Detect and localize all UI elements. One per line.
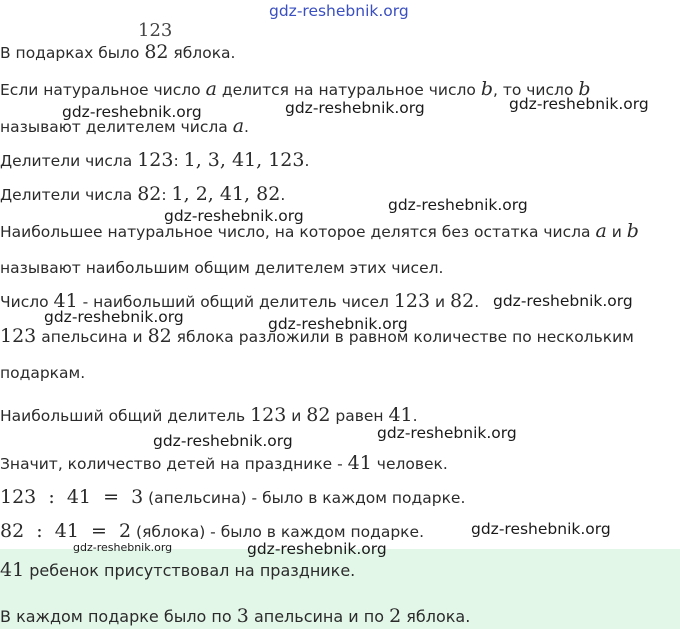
watermark: gdz-reshebnik.org — [285, 99, 425, 117]
text-line: Если натуральное число a делится на натуральное число b, то число b — [0, 78, 591, 100]
watermark: gdz-reshebnik.org — [388, 196, 528, 214]
text-line: Наибольший общий делитель 123 и 82 равен 41. — [0, 404, 418, 426]
text-line: Число 41 - наибольший общий делитель чисел 123 и 82. — [0, 290, 480, 312]
text-line: 123 апельсина и 82 яблока разложили в равном количестве по нескольким — [0, 325, 634, 347]
watermark: gdz-reshebnik.org — [164, 207, 304, 225]
text-line: Делители числа 123: 1, 3, 41, 123. — [0, 149, 310, 171]
watermark: gdz-reshebnik.org — [247, 540, 387, 558]
watermark: gdz-reshebnik.org — [44, 308, 184, 326]
text-line: подаркам. — [0, 364, 86, 382]
watermark: gdz-reshebnik.org — [471, 520, 611, 538]
answer-line: 41 ребенок присутствовал на празднике. — [0, 559, 356, 581]
text-line: Наибольшее натуральное число, на которое делятся без остатка числа a и b — [0, 220, 639, 242]
cropped-number: 123 — [138, 20, 173, 41]
watermark: gdz-reshebnik.org — [493, 292, 633, 310]
watermark: gdz-reshebnik.org — [153, 432, 293, 450]
text-line: В подарках было 82 яблока. — [0, 41, 236, 63]
text-line: 82 : 41 = 2 (яблока) - было в каждом подарке. — [0, 520, 425, 542]
text-line: 123 : 41 = 3 (апельсина) - было в каждом подарке. — [0, 486, 466, 508]
watermark: gdz-reshebnik.org — [73, 541, 173, 554]
text-line: Делители числа 82: 1, 2, 41, 82. — [0, 183, 286, 205]
text-line: называют наибольшим общим делителем этих чисел. — [0, 259, 444, 277]
text-line: Значит, количество детей на празднике - 41 человек. — [0, 452, 448, 474]
watermark: gdz-reshebnik.org — [62, 103, 202, 121]
text-line: называют делителем числа a. — [0, 115, 249, 137]
watermark: gdz-reshebnik.org — [268, 315, 408, 333]
watermark: gdz-reshebnik.org — [269, 2, 409, 20]
watermark: gdz-reshebnik.org — [377, 424, 517, 442]
watermark: gdz-reshebnik.org — [509, 95, 649, 113]
answer-line: В каждом подарке было по 3 апельсина и по 2 яблока. — [0, 605, 471, 627]
